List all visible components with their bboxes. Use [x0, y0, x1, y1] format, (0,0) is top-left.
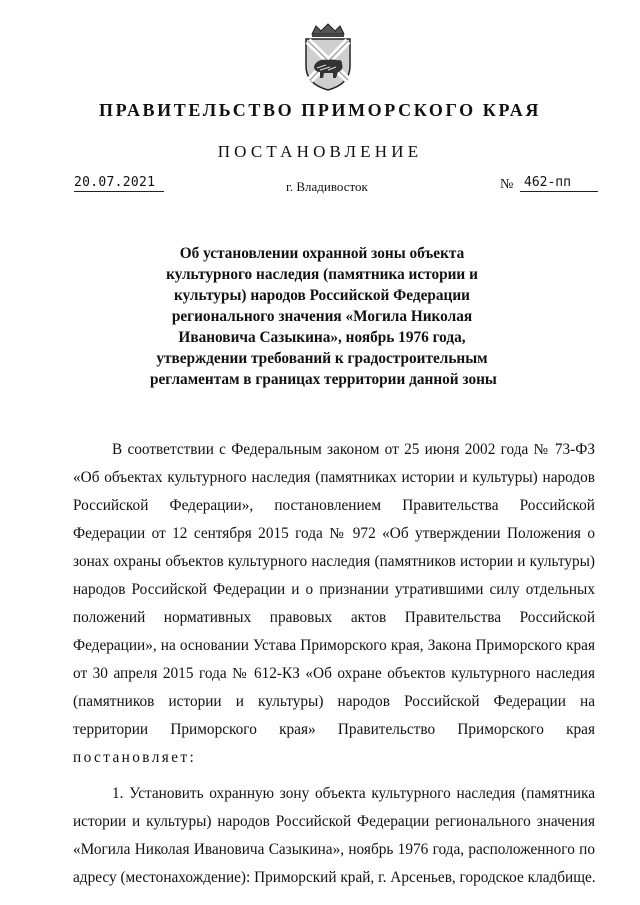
title-line: культурного наследия (памятника истории и	[166, 266, 478, 283]
preamble-line: народов Российской Федерации и о признании утратившими силу отдельных	[73, 581, 595, 598]
preamble-line: положений нормативных правовых актов Правительства Российской	[73, 609, 595, 626]
number-label: №	[500, 177, 514, 192]
preamble-line: территории Приморского края» Правительство Приморского края	[73, 721, 595, 738]
primorsky-coat-of-arms-icon	[298, 22, 358, 92]
title-line: Об установлении охранной зоны объекта	[179, 245, 465, 262]
title-line: Ивановича Сазыкина», ноябрь 1976 года,	[178, 329, 466, 346]
document-number: 462-пп	[520, 175, 598, 192]
document-type: ПОСТАНОВЛЕНИЕ	[217, 142, 423, 161]
government-title: ПРАВИТЕЛЬСТВО ПРИМОРСКОГО КРАЯ	[99, 100, 541, 120]
item-line: адресу (местонахождение): Приморский край, г. Арсеньев, городское кладбище.	[73, 869, 596, 886]
item-line: истории и культуры) народов Российской Федерации регионального значения	[73, 813, 595, 830]
decree-word: постановляет:	[73, 749, 197, 766]
title-line: регионального значения «Могила Николая	[171, 308, 473, 325]
title-line: культуры) народов Российской Федерации	[174, 287, 470, 304]
title-line: утверждении требований к градостроительным	[156, 350, 488, 367]
preamble-line: В соответствии с Федеральным законом от 25 июня 2002 года № 73-ФЗ	[112, 441, 595, 458]
document-city: г. Владивосток	[286, 179, 368, 194]
document-title	[150, 243, 497, 390]
preamble-line: зонах охраны объектов культурного наследия (памятников истории и культуры)	[73, 553, 595, 570]
preamble-line: (памятников истории и культуры) народов Российской Федерации на	[73, 693, 595, 710]
document-date: 20.07.2021	[74, 175, 164, 192]
preamble-line: Федерации», на основании Устава Приморского края, Закона Приморского края	[73, 637, 595, 654]
title-line: регламентам в границах территории данной зоны	[150, 371, 497, 388]
item-line: «Могила Николая Ивановича Сазыкина», ноябрь 1976 года, расположенного по	[73, 841, 595, 858]
preamble-line: «Об объектах культурного наследия (памятниках истории и культуры) народов	[73, 469, 595, 486]
item-line: 1. Установить охранную зону объекта культурного наследия (памятника	[112, 785, 595, 802]
preamble-line: Федерации от 12 сентября 2015 года № 972 «Об утверждении Положения о	[73, 525, 595, 542]
preamble-line: Российской Федерации», постановлением Правительства Российской	[73, 497, 595, 514]
preamble-line: от 30 апреля 2015 года № 612-КЗ «Об охране объектов культурного наследия	[73, 665, 595, 682]
